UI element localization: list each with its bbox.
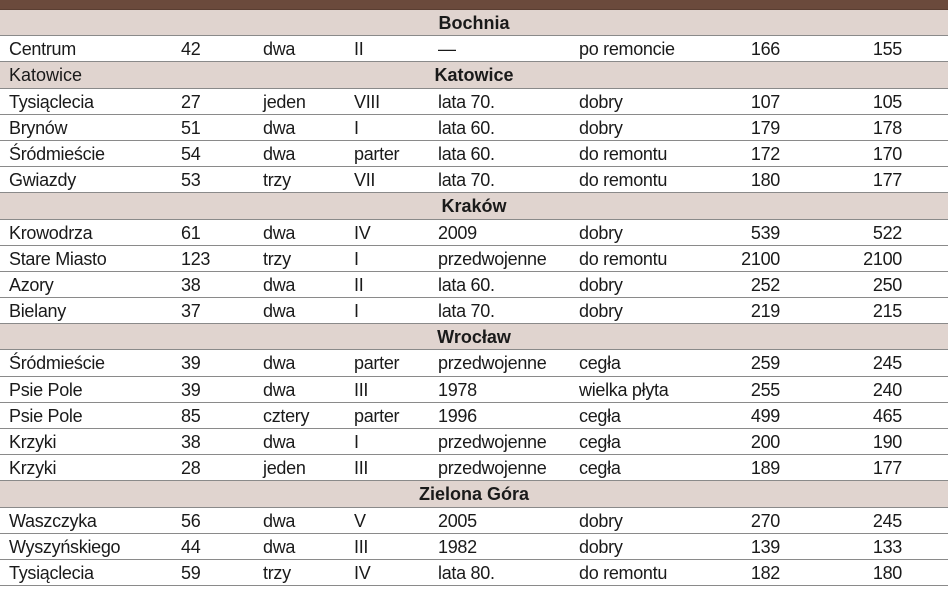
floor-cell: parter <box>354 143 400 164</box>
floor-cell: II <box>354 274 364 295</box>
asking-price-cell: 182 <box>750 562 780 583</box>
area-cell: 85 <box>181 405 201 426</box>
city-group-title: Zielona Góra <box>418 484 530 505</box>
rooms-cell: trzy <box>263 170 291 191</box>
condition-cell: do remontu <box>579 170 668 191</box>
table-row <box>0 534 948 560</box>
area-cell: 51 <box>181 117 201 138</box>
build-year-cell: lata 80. <box>438 562 495 583</box>
rooms-cell: dwa <box>263 117 296 138</box>
district-cell: Tysiąclecia <box>9 562 94 583</box>
transaction-price-cell: 522 <box>872 222 902 243</box>
district-cell: Tysiąclecia <box>9 91 94 112</box>
area-cell: 123 <box>181 248 211 269</box>
build-year-cell: 1982 <box>438 536 477 557</box>
build-year-cell: przedwojenne <box>438 353 547 374</box>
asking-price-cell: 139 <box>750 536 780 557</box>
build-year-cell: lata 60. <box>438 143 495 164</box>
transaction-price-cell: 170 <box>872 143 902 164</box>
floor-cell: parter <box>354 405 400 426</box>
floor-cell: parter <box>354 353 400 374</box>
district-cell: Krzyki <box>9 432 57 452</box>
asking-price-cell: 499 <box>750 405 780 426</box>
build-year-cell: 1978 <box>438 379 477 400</box>
transaction-price-cell: 215 <box>872 301 902 322</box>
transaction-price-cell: 465 <box>872 405 902 426</box>
area-cell: 27 <box>181 91 201 112</box>
area-cell: 59 <box>181 562 201 583</box>
table-row <box>0 89 948 115</box>
rooms-cell: dwa <box>263 536 296 557</box>
district-cell: Krzyki <box>9 458 57 479</box>
area-cell: 54 <box>181 143 201 164</box>
rooms-cell: dwa <box>263 510 296 531</box>
rooms-cell: dwa <box>263 274 296 295</box>
district-cell: Wyszyńskiego <box>9 536 121 557</box>
rooms-cell: cztery <box>263 405 310 426</box>
floor-cell: I <box>354 301 359 322</box>
area-cell: 39 <box>181 353 201 374</box>
rooms-cell: dwa <box>263 301 296 322</box>
condition-cell: dobry <box>579 117 623 138</box>
city-group-row <box>0 10 948 36</box>
rooms-cell: dwa <box>263 222 296 243</box>
condition-cell: cegła <box>579 458 621 479</box>
city-group-title: Wrocław <box>437 327 511 348</box>
district-cell: Centrum <box>9 39 76 60</box>
condition-cell: dobry <box>579 274 623 295</box>
area-cell: 44 <box>181 536 201 557</box>
asking-price-cell: 107 <box>750 91 780 112</box>
asking-price-cell: 270 <box>750 510 780 531</box>
asking-price-cell: 179 <box>750 117 780 138</box>
floor-cell: III <box>354 536 369 557</box>
condition-cell: dobry <box>579 536 623 557</box>
area-cell: 28 <box>181 458 201 479</box>
build-year-cell: przedwojenne <box>438 248 547 269</box>
area-cell: 61 <box>181 222 201 243</box>
district-cell: Waszczyka <box>9 510 97 531</box>
build-year-cell: 1996 <box>438 405 477 426</box>
transaction-price-cell: 105 <box>872 91 902 112</box>
table-row <box>0 36 948 62</box>
condition-cell: cegła <box>579 405 621 426</box>
city-group-row <box>0 62 948 88</box>
district-cell: Psie Pole <box>9 405 83 426</box>
rooms-cell: dwa <box>263 143 296 164</box>
area-cell: 38 <box>181 432 201 452</box>
rooms-cell: jeden <box>263 91 306 112</box>
area-cell: 53 <box>181 170 201 191</box>
city-group-row <box>0 193 948 219</box>
build-year-cell: 2009 <box>438 222 477 243</box>
table-row <box>0 350 948 376</box>
build-year-cell: 2005 <box>438 510 477 531</box>
transaction-price-cell: 180 <box>872 562 902 583</box>
condition-cell: cegła <box>579 353 621 374</box>
transaction-price-cell: 250 <box>872 274 902 295</box>
table-row <box>0 246 948 272</box>
rooms-cell: dwa <box>263 432 296 452</box>
floor-cell: V <box>354 510 366 531</box>
transaction-price-cell: 178 <box>872 117 902 138</box>
rooms-cell: dwa <box>263 39 296 60</box>
condition-cell: do remontu <box>579 248 668 269</box>
table-row <box>0 429 948 455</box>
floor-cell: I <box>354 432 359 452</box>
area-cell: 37 <box>181 301 201 322</box>
build-year-cell: — <box>438 39 456 60</box>
asking-price-cell: 252 <box>750 274 780 295</box>
transaction-price-cell: 2100 <box>863 248 902 269</box>
table-row <box>0 220 948 246</box>
condition-cell: dobry <box>579 301 623 322</box>
table-row <box>0 141 948 167</box>
district-cell: Śródmieście <box>9 353 105 374</box>
table-body <box>0 10 948 586</box>
build-year-cell: lata 60. <box>438 117 495 138</box>
table-row <box>0 377 948 403</box>
transaction-price-cell: 245 <box>872 353 902 374</box>
transaction-price-cell: 190 <box>872 432 902 452</box>
city-group-title: Katowice <box>434 65 514 86</box>
transaction-price-cell: 245 <box>872 510 902 531</box>
condition-cell: dobry <box>579 91 623 112</box>
build-year-cell: lata 70. <box>438 301 495 322</box>
transaction-price-cell: 240 <box>872 379 902 400</box>
table-row <box>0 298 948 324</box>
district-cell: Stare Miasto <box>9 248 107 269</box>
condition-cell: wielka płyta <box>579 379 669 400</box>
floor-cell: III <box>354 379 369 400</box>
district-cell: Psie Pole <box>9 379 83 400</box>
district-cell: Bielany <box>9 301 66 322</box>
city-group-row <box>0 324 948 350</box>
asking-price-cell: 539 <box>750 222 780 243</box>
table-row <box>0 508 948 534</box>
build-year-cell: przedwojenne <box>438 458 547 479</box>
asking-price-cell: 166 <box>750 39 780 60</box>
table-header-bar <box>0 0 948 10</box>
floor-cell: I <box>354 117 359 138</box>
table-row <box>0 272 948 298</box>
district-cell: Azory <box>9 274 54 295</box>
condition-cell: dobry <box>579 222 623 243</box>
build-year-cell: lata 70. <box>438 91 495 112</box>
district-cell: Krowodrza <box>9 222 93 243</box>
transaction-price-cell: 177 <box>872 170 902 191</box>
transaction-price-cell: 133 <box>872 536 902 557</box>
floor-cell: II <box>354 39 364 60</box>
city-group-side-label: Katowice <box>9 65 83 86</box>
condition-cell: po remoncie <box>579 39 675 60</box>
floor-cell: VIII <box>354 91 380 112</box>
district-cell: Śródmieście <box>9 143 105 164</box>
city-group-title: Bochnia <box>438 13 510 33</box>
area-cell: 38 <box>181 274 201 295</box>
area-cell: 56 <box>181 510 201 531</box>
rooms-cell: dwa <box>263 353 296 374</box>
asking-price-cell: 189 <box>750 458 780 479</box>
floor-cell: IV <box>354 562 371 583</box>
table-row <box>0 167 948 193</box>
asking-price-cell: 219 <box>750 301 780 322</box>
condition-cell: dobry <box>579 510 623 531</box>
table-row <box>0 455 948 481</box>
condition-cell: cegła <box>579 432 621 452</box>
rooms-cell: jeden <box>263 458 306 479</box>
district-cell: Brynów <box>9 117 68 138</box>
asking-price-cell: 255 <box>750 379 780 400</box>
build-year-cell: przedwojenne <box>438 432 547 452</box>
condition-cell: do remontu <box>579 143 668 164</box>
asking-price-cell: 200 <box>750 432 780 452</box>
floor-cell: I <box>354 248 359 269</box>
area-cell: 39 <box>181 379 201 400</box>
table-row <box>0 403 948 429</box>
floor-cell: IV <box>354 222 371 243</box>
asking-price-cell: 172 <box>750 143 780 164</box>
transaction-price-cell: 177 <box>872 458 902 479</box>
city-group-row <box>0 481 948 507</box>
rooms-cell: dwa <box>263 379 296 400</box>
rooms-cell: trzy <box>263 248 291 269</box>
transaction-price-cell: 155 <box>872 39 902 60</box>
floor-cell: VII <box>354 170 376 191</box>
floor-cell: III <box>354 458 369 479</box>
area-cell: 42 <box>181 39 201 60</box>
build-year-cell: lata 60. <box>438 274 495 295</box>
condition-cell: do remontu <box>579 562 668 583</box>
table-row <box>0 115 948 141</box>
asking-price-cell: 2100 <box>741 248 780 269</box>
table-row <box>0 560 948 586</box>
city-group-title: Kraków <box>441 196 507 217</box>
district-cell: Gwiazdy <box>9 170 76 191</box>
build-year-cell: lata 70. <box>438 170 495 191</box>
asking-price-cell: 259 <box>750 353 780 374</box>
rooms-cell: trzy <box>263 562 291 583</box>
asking-price-cell: 180 <box>750 170 780 191</box>
